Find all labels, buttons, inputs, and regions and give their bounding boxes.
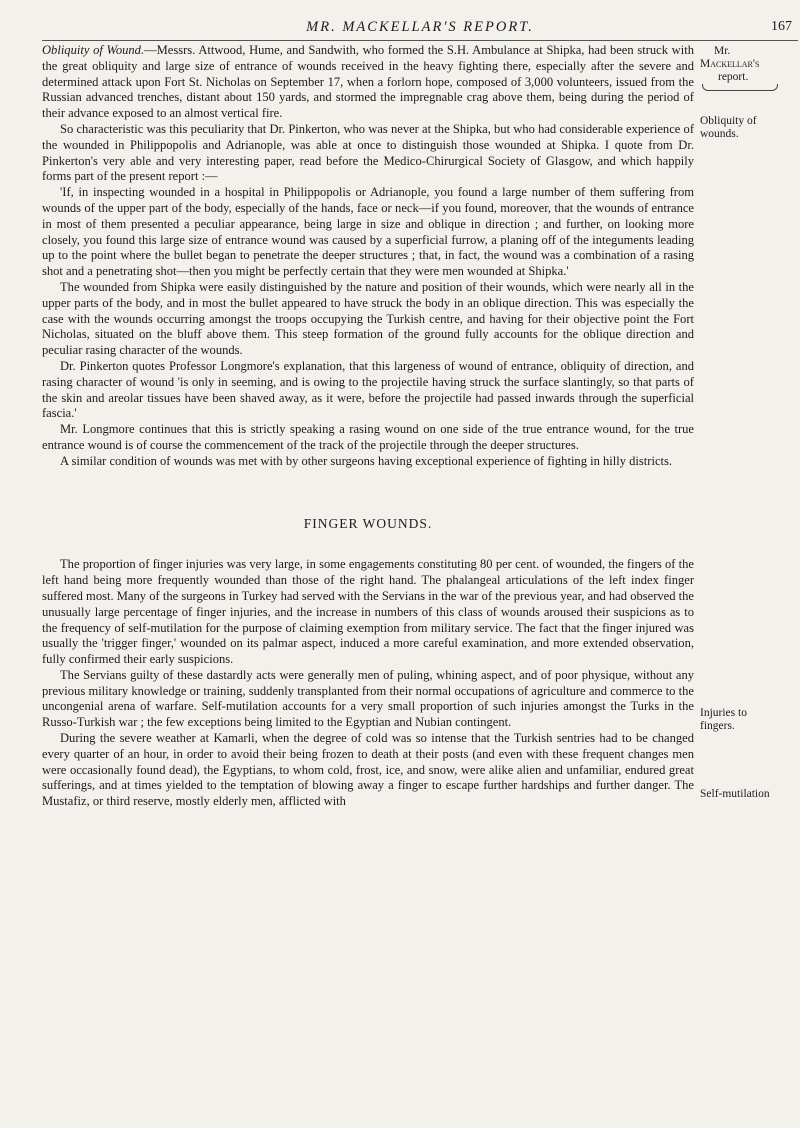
margin-note-report: report.: [718, 71, 749, 83]
margin-note-mackellar-report: [700, 45, 796, 91]
margin-note-obliquity-line2: wounds.: [700, 128, 739, 140]
obliquity-p1-text: —Messrs. Attwood, Hume, and Sandwith, who formed the S.H. Ambulance at Shipka, had been struck with the great obliquity and large size of entrance of wounds received in the heavy fighting there, especially after the severe and determined attack upon Fort St. Nicholas on September 17, when a forlorn hope, composed of 3,000 volunteers, issued from the Russian advanced trenches, distant about 150 yards, and stormed the impregnable crag above them, being during the period of their advance exposed to an almost vertical fire.: [42, 43, 694, 121]
obliquity-paragraph-6: Mr. Longmore continues that this is strictly speaking a rasing wound on one side of the true entrance wound, for the true entrance wound is of course the commencement of the track of the projectile through the deeper structures.: [42, 422, 694, 452]
obliquity-paragraph-1: [42, 43, 694, 122]
margin-note-injuries-line1: Injuries to: [700, 707, 747, 719]
obliquity-paragraph-2: So characteristic was this peculiarity that Dr. Pinkerton, who was never at the Shipka, but who had considerable experience of the wounded in Philippopolis and Adrianople, was able at once to distinguish those wounded at Shipka. I quote from Dr. Pinkerton's very able and very interesting paper, read before the Medico-Chirurgical Society of Glasgow, and which happily forms part of the present report :—: [42, 121, 694, 184]
margin-note-obliquity: [700, 115, 796, 141]
main-text: [42, 43, 694, 810]
obliquity-paragraph-7: A similar condition of wounds was met with by other surgeons having exceptional experience of fighting in hilly districts.: [60, 453, 673, 468]
page-header: [42, 18, 798, 41]
margin-note-self-mutilation-text: Self-mutilation: [700, 788, 770, 800]
obliquity-paragraph-5: Dr. Pinkerton quotes Professor Longmore's explanation, that this largeness of wound of entrance, obliquity of direction, and rasing character of wound 'is only in seeming, and is owing to the projectile having struck the surface slantingly, so that parts of the skin and areolar tissues have been shaved away, as it were, before the projectile had passed inwards through the superficial fascia.': [42, 358, 694, 421]
finger-wounds-heading: FINGER WOUNDS.: [303, 515, 433, 531]
margin-note-obliquity-line1: Obliquity of: [700, 115, 757, 127]
page-number: 167: [771, 19, 792, 34]
margin-note-self-mutilation: [700, 788, 796, 801]
running-head: MR. MACKELLAR'S REPORT.: [306, 19, 534, 35]
obliquity-paragraph-4: The wounded from Shipka were easily distinguished by the nature and position of their wounds, which were nearly all in the upper parts of the body, and in most the bullet appeared to have struck the body in an oblique direction. This was especially the case with the wounds occurring amongst the troops occupying the Turkish centre, and having for their objective point the Fort Nicholas, situated on the bluff above them. This steep formation of the ground fully accounts for the oblique direction and peculiar rasing character of the wounds.: [42, 279, 694, 358]
finger-paragraph-3: During the severe weather at Kamarli, when the degree of cold was so intense that the Turkish sentries had to be changed every quarter of an hour, in order to avoid their being frozen to death at their posts (and even with these frequent changes men were occasionally found dead), the Egyptians, to whom cold, frost, ice, and snow, were alike alien and unfamiliar, endured great sufferings, and at times yielded to the temptation of blowing away a finger to escape further hardships and further danger. The Mustafiz, or third reserve, mostly elderly men, afflicted with: [42, 731, 694, 809]
margin-brace: [702, 84, 778, 91]
finger-paragraph-2: The Servians guilty of these dastardly acts were generally men of puling, whining aspect, and of poor physique, without any previous military knowledge or training, suddenly transplanted from their normal occupations of agriculture and commerce to the uncongenial arena of warfare. Self-mutilation accounts for a very small proportion of such injuries amongst the Turks in the Russo-Turkish war ; the few exceptions being limited to the Egyptian and Nubian contingent.: [42, 667, 694, 730]
margin-note-mackellar: Mackellar's: [700, 58, 760, 70]
pinkerton-quote: 'If, in inspecting wounded in a hospital in Philippopolis or Adrianople, you found a large number of them suffering from wounds of the upper part of the body, especially of the hands, face or neck—if you found, moreover, that the wounds of entrance in most of them presented a peculiar appearance, being large in size and oblique in direction ; and further, on looking more closely, you found this large size of entrance wound was caused by a superficial furrow, a planing off of the integuments leading up to the point where the bullet began to penetrate the deeper structures ; that, in fact, the wound was a combination of a rasing shot and a penetrating shot—then you might be perfectly certain that they were men wounded at Shipka.': [42, 185, 694, 279]
margin-note-injuries-line2: fingers.: [700, 720, 735, 732]
margin-note-mr: Mr.: [714, 45, 731, 57]
finger-paragraph-1: The proportion of finger injuries was very large, in some engagements constituting 80 per cent. of wounded, the fingers of the left hand being more frequently wounded than those of the right hand. The phalangeal articulations of the left index finger suffered most. Many of the surgeons in Turkey had served with the Servians in the war of the previous year, and had observed the unusually large percentage of finger injuries, and the increase in numbers of this class of wounds aroused their suspicions as to the frequency of self-mutilation for the purpose of claiming exemption from military service. The fact that the finger injured was usually the 'trigger finger,' wounded on its palmar aspect, induced a more careful examination, and more extended observation, fully confirmed their early suspicions.: [42, 557, 694, 667]
obliquity-title: Obliquity of Wound.: [42, 43, 145, 57]
margin-note-injuries: [700, 707, 796, 733]
